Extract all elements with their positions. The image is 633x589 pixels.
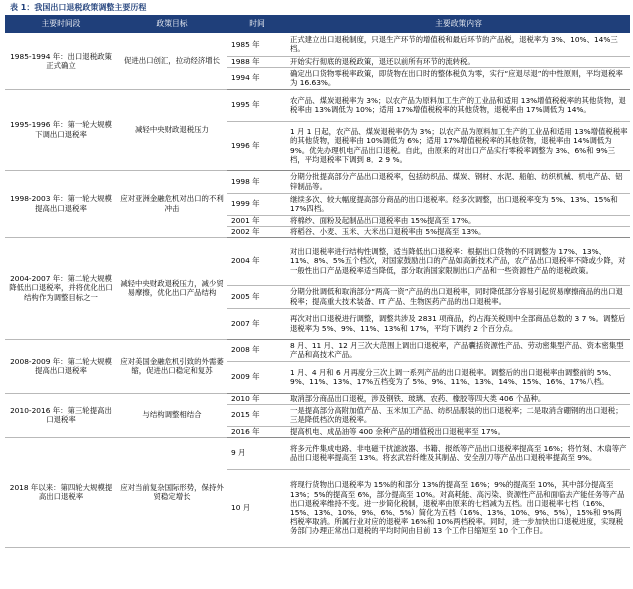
year-cell: 2016 年 bbox=[227, 426, 287, 437]
goal-cell: 应对当前复杂国际形势，保持外贸稳定增长 bbox=[117, 437, 227, 547]
period-cell: 2018 年以来：第四轮大规模提高出口退税率 bbox=[5, 437, 117, 547]
year-cell: 1985 年 bbox=[227, 33, 287, 56]
content-cell: 确定出口货物零税率政策，即货物在出口时的整体税负为零，实行“应退尽退”的中性原则，平均退税率为 16.63%。 bbox=[287, 67, 630, 89]
content-cell: 将现行货物出口退税率为 15%的和部分 13%的提高至 16%；9%的提高至 10%，其中部分提高至 13%；5%的提高至 6%，部分提高至 10%。对高耗能、高污染、资源性产品和面临去产能任务等产品出口退税率维持不变。进一步简化税制，退税率由原来的七档减为五档。出口退税率七档（16%、15%、13%、10%、9%、6%、5%）简化为五档（16%、13%、10%、9%、5%），15%和 9%两档税率取消。所属行业对应的退税率 16%和 10%两档税率。同时，进一步加快出口退税进度，实现税务部门办理正常出口退税的平均时间由目前 13 个工作日缩短至 10 个工作日。 bbox=[287, 469, 630, 547]
content-cell: 对出口退税率进行结构性调整，适当降低出口退税率：根据出口货物的不同调整为 17%、13%、11%、8%、5%五个档次，对国家鼓励出口的产品如高新技术产品，农产品出口退税率不降或少降，对一般性出口产品退税率适当降低，部分取消国家限制出口产品和一些资源性产品的退税政策。 bbox=[287, 237, 630, 285]
goal-cell: 应对亚洲金融危机对出口的不利冲击 bbox=[117, 170, 227, 237]
goal-cell: 减轻中央财政退税压力 bbox=[117, 89, 227, 170]
content-cell: 取消部分商品出口退税，涉及钢铁、玻璃、农药、橡胶等四大类 406 个品种。 bbox=[287, 393, 630, 404]
content-cell: 开始实行彻底的退税政策，退还以前所有环节的流转税。 bbox=[287, 56, 630, 67]
goal-cell: 减轻中央财政退税压力，减少贸易摩擦，优化出口产品结构 bbox=[117, 237, 227, 339]
period-cell: 1985-1994 年：出口退税政策正式确立 bbox=[5, 33, 117, 89]
content-cell: 分期分批调低和取消部分“两高一资”产品的出口退税率，同时降低部分容易引起贸易摩擦商品的出口退税率；提高重大技术装备、IT 产品、生物医药产品的出口退税率。 bbox=[287, 285, 630, 308]
period-cell: 2010-2016 年：第三轮提高出口退税率 bbox=[5, 393, 117, 437]
table-row bbox=[5, 33, 630, 56]
table-row bbox=[5, 339, 630, 361]
content-cell: 将稻谷、小麦、玉米、大米出口退税率由 5%提高至 13%。 bbox=[287, 226, 630, 237]
period-cell: 2004-2007 年：第二轮大规模降低出口退税率，并将优化出口结构作为调整目标之一 bbox=[5, 237, 117, 339]
table-header-row bbox=[5, 15, 630, 33]
content-cell: 1 月、4 月和 6 月再度分三次上调一系列产品的出口退税率。调整后的出口退税率由调整前的 5%、9%、11%、13%、17%五档变为了 5%、9%、11%、13%、14%、15%、16%、17%八档。 bbox=[287, 361, 630, 393]
year-cell: 2001 年 bbox=[227, 215, 287, 226]
year-cell: 2010 年 bbox=[227, 393, 287, 404]
content-cell: 再次对出口退税进行调整，调整共涉及 2831 项商品，约占海关税则中全部商品总数的 3 7 %。调整后退税率为 5%、9%、11%、13%和 17%，平均下调约 2 个百分点。 bbox=[287, 308, 630, 339]
year-cell: 10 月 bbox=[227, 469, 287, 547]
year-cell: 1996 年 bbox=[227, 121, 287, 170]
year-cell: 1998 年 bbox=[227, 170, 287, 193]
table-row bbox=[5, 89, 630, 121]
goal-cell: 促进出口创汇，拉动经济增长 bbox=[117, 33, 227, 89]
content-cell: 分期分批提高部分产品出口退税率，包括纺织品、煤炭、钢材、水泥、船舶、纺织机械、机电产品、铝锌制品等。 bbox=[287, 170, 630, 193]
table-caption: 表 1：我国出口退税政策调整主要历程 bbox=[10, 3, 147, 12]
content-cell: 8 月、11 月、12 月三次大范围上调出口退税率，产品囊括资源性产品、劳动密集型产品、资本密集型产品和高技术产品。 bbox=[287, 339, 630, 361]
year-cell: 2009 年 bbox=[227, 361, 287, 393]
content-cell: 农产品、煤炭退税率为 3%；以农产品为原料加工生产的工业品和适用 13%增值税税率的其他货物，退税率由 13%调低为 10%；适用 17%增值税税率的其他货物，退税率由 17%调低为 14%。 bbox=[287, 89, 630, 121]
period-cell: 1995-1996 年：第一轮大规模下调出口退税率 bbox=[5, 89, 117, 170]
table-row bbox=[5, 170, 630, 193]
content-cell: 一是提高部分高附加值产品、玉米加工产品、纺织品服装的出口退税率；二是取消含硼钢的出口退税；三是降低档次的退税率。 bbox=[287, 404, 630, 426]
year-cell: 1995 年 bbox=[227, 89, 287, 121]
year-cell: 1999 年 bbox=[227, 193, 287, 215]
content-cell: 正式建立出口退税制度，只退生产环节的增值税和最后环节的产品税，退税率为 3%、10%、14%三档。 bbox=[287, 33, 630, 56]
year-cell: 2015 年 bbox=[227, 404, 287, 426]
content-cell: 将棉纱、面粉及起制品出口退税率由 15%提高至 17%。 bbox=[287, 215, 630, 226]
period-cell: 2008-2009 年：第二轮大规模提高出口退税率 bbox=[5, 339, 117, 393]
policy-table bbox=[5, 15, 630, 548]
table-row bbox=[5, 393, 630, 404]
content-cell: 将多元件集成电路、非电磁干扰滤波器、书籍、报纸等产品出口退税率提高至 16%；将竹刻、木扇等产品出口退税率提高至 13%。将玄武岩纤维及其制品、安全刮刀等产品出口退税率提高至 9%。 bbox=[287, 437, 630, 469]
year-cell: 2005 年 bbox=[227, 285, 287, 308]
year-cell: 2008 年 bbox=[227, 339, 287, 361]
header-year: 时间 bbox=[227, 15, 287, 33]
content-cell: 继续多次、较大幅度提高部分商品的出口退税率。经多次调整，出口退税率变为 5%、13%、15%和 17%四档。 bbox=[287, 193, 630, 215]
year-cell: 2007 年 bbox=[227, 308, 287, 339]
header-content: 主要政策内容 bbox=[287, 15, 630, 33]
table-row bbox=[5, 237, 630, 285]
year-cell: 2004 年 bbox=[227, 237, 287, 285]
header-period: 主要时间段 bbox=[5, 15, 117, 33]
table-row bbox=[5, 437, 630, 469]
period-cell: 1998-2003 年：第一轮大规模提高出口退税率 bbox=[5, 170, 117, 237]
goal-cell: 与结构调整相结合 bbox=[117, 393, 227, 437]
year-cell: 2002 年 bbox=[227, 226, 287, 237]
goal-cell: 应对美国金融危机引致的外需萎缩，促进出口稳定和复苏 bbox=[117, 339, 227, 393]
header-goal: 政策目标 bbox=[117, 15, 227, 33]
content-cell: 1 月 1 日起，农产品、煤炭退税率仍为 3%；以农产品为原料加工生产的工业品和适用 13%增值税税率的其他货物，退税率由 10%调低为 6%；适用 17%增值税税率的其他货物，退税率由 14%调低为 9%。优先办理机电产品出口退税。自此，由原来的对出口产品实行零税率调整为 3%、6%和 9%三档，平均退税率下调到 8．2 9 %。 bbox=[287, 121, 630, 170]
content-cell: 提高机电、成品油等 400 余种产品的增值税出口退税率至 17%。 bbox=[287, 426, 630, 437]
year-cell: 9 月 bbox=[227, 437, 287, 469]
year-cell: 1994 年 bbox=[227, 67, 287, 89]
year-cell: 1988 年 bbox=[227, 56, 287, 67]
